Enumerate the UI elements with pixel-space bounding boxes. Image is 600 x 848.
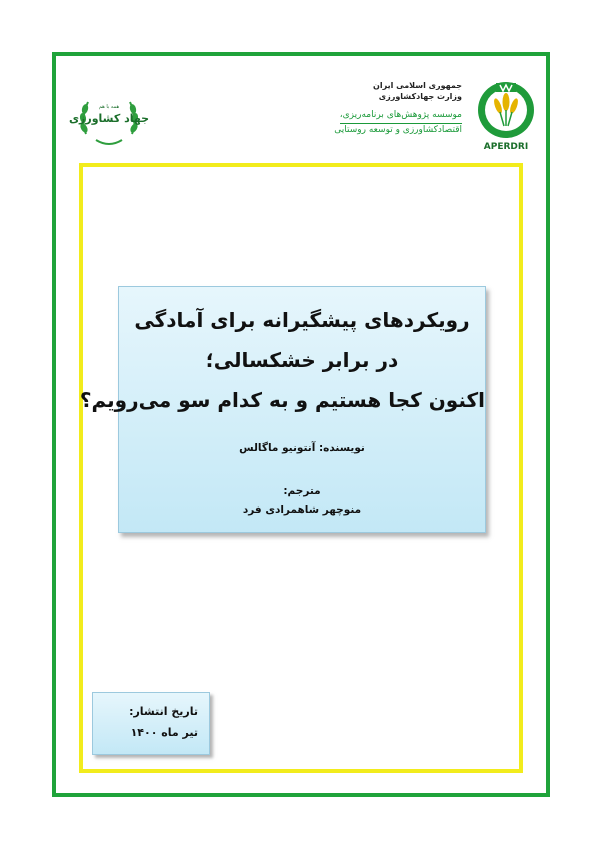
translator-label: مترجم: [283, 485, 321, 497]
title-box [79, 286, 486, 533]
institute-name-line1: موسسه پژوهش‌های برنامه‌ریزی، [340, 109, 462, 124]
publication-date-value: تیر ماه ۱۴۰۰ [130, 726, 198, 739]
translator-name: منوچهر شاهمرادی فرد [242, 504, 362, 516]
title-line-3: اکنون کجا هستیم و به کدام سو می‌رویم؟ [79, 388, 485, 412]
jahad-logo [68, 84, 150, 154]
ministry-name: وزارت جهادکشاورزی [378, 92, 462, 101]
jahad-logo-motto: همه با هم [98, 104, 120, 110]
title-line-1: رویکردهای پیشگیرانه برای آمادگی [134, 308, 470, 332]
aperdri-logo [474, 80, 538, 152]
aperdri-label: APERDRI [483, 142, 529, 152]
author: نویسنده: آنتونیو ماگالس [239, 442, 365, 454]
publication-date-label: تاریخ انتشار: [129, 705, 198, 718]
title-line-2: در برابر خشکسالی؛ [205, 348, 399, 372]
publication-date-box [92, 692, 210, 755]
government-name: جمهوری اسلامی ایران [373, 81, 462, 90]
institute-name-line2: اقتصادکشاورزی و توسعه روستایی [334, 125, 462, 135]
jahad-logo-wordmark: جهاد کشاورزی [68, 112, 150, 125]
institute-header [258, 80, 538, 152]
institute-text [334, 80, 462, 137]
